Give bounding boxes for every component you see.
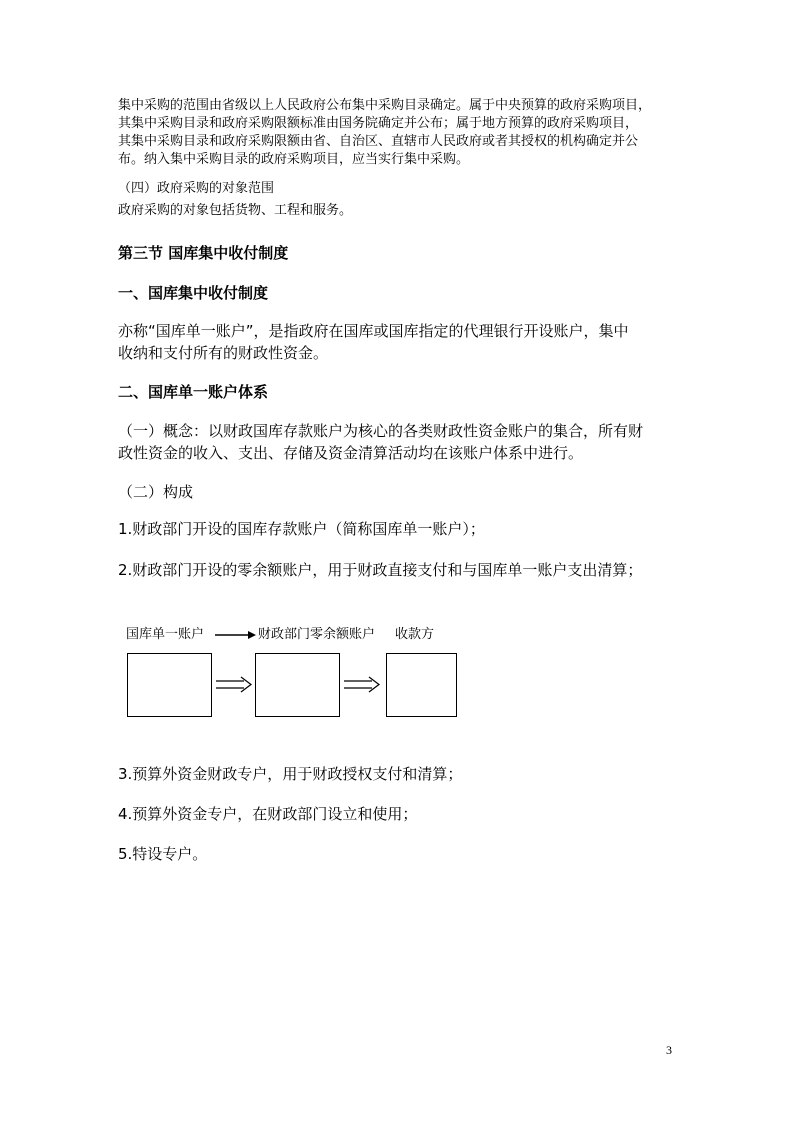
diagram-label-payee: 收款方 <box>395 627 435 642</box>
list-item-1: 1.财政部门开设的国库存款账户（简称国库单一账户）； <box>118 520 485 538</box>
text-line: 其集中采购目录和政府采购限额标准由国务院确定并公布；属于地方预算的政府采购项目， <box>118 116 639 131</box>
double-arrow-icon <box>214 675 254 695</box>
diagram-label-single-account: 国库单一账户 <box>126 627 205 642</box>
arrow-right-icon <box>214 628 258 642</box>
heading-treasury-system: 一、国库集中收付制度 <box>118 284 269 302</box>
diagram-label-zero-balance-account: 财政部门零余额账户 <box>258 627 376 642</box>
list-item-3: 3.预算外资金财政专户，用于财政授权支付和清算； <box>118 765 463 783</box>
text-line: 政性资金的收入、支出、存储及资金清算活动均在该账户体系中进行。 <box>118 444 584 462</box>
section-title: 第三节 国库集中收付制度 <box>118 244 289 262</box>
text-line: 收纳和支付所有的财政性资金。 <box>118 344 329 362</box>
subheading-procurement-objects: （四）政府采购的对象范围 <box>118 181 275 196</box>
diagram-box-zero-balance-account <box>255 653 340 717</box>
subheading-composition: （二）构成 <box>118 483 194 501</box>
paragraph-procurement-objects: 政府采购的对象包括货物、工程和服务。 <box>118 203 353 218</box>
list-item-5: 5.特设专户。 <box>118 845 208 863</box>
paragraph-treasury-definition <box>118 320 688 364</box>
double-arrow-icon <box>342 675 382 695</box>
text-line: 其集中采购目录和政府采购限额由省、自治区、直辖市人民政府或者其授权的机构确定并公 <box>118 134 639 149</box>
diagram-box-single-account <box>127 653 212 717</box>
diagram-box-payee <box>386 653 457 717</box>
list-item-2: 2.财政部门开设的零余额账户，用于财政直接支付和与国库单一账户支出清算； <box>118 561 643 579</box>
text-line: 布。纳入集中采购目录的政府采购项目，应当实行集中采购。 <box>118 152 470 167</box>
paragraph-concept <box>118 420 688 464</box>
page-number: 3 <box>666 1043 672 1057</box>
text-line: （一）概念：以财政国库存款账户为核心的各类财政性资金账户的集合，所有财 <box>118 422 644 440</box>
list-item-4: 4.预算外资金专户，在财政部门设立和使用； <box>118 805 418 823</box>
text-line: 亦称“国库单一账户”，是指政府在国库或国库指定的代理银行开设账户，集中 <box>118 322 629 340</box>
text-line: 集中采购的范围由省级以上人民政府公布集中采购目录确定。属于中央预算的政府采购项目， <box>118 98 652 113</box>
paragraph-procurement-scope <box>118 97 688 169</box>
heading-account-system: 二、国库单一账户体系 <box>118 383 269 401</box>
